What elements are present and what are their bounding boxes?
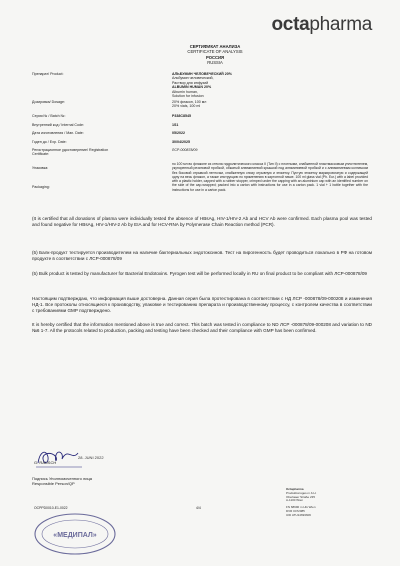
registration-value: ЛСР-000878/09 (172, 148, 198, 152)
man-date-label: Дата изготовления / Man. Date: (32, 131, 84, 135)
product-value: АЛЬБУМИН ЧЕЛОВЕЧЕСКИЙ 20% Альбумин человеческий, Раствор для инфузий ALBUMIN HUMAN 20% Albumin human, Solution for infusion (172, 72, 232, 99)
packaging-text: по 100 мл во флаконе из стекла гидролитического класса II (Тип II) с плотными, снабженной пластмассовым уплотнителем, укупоренный резиновой пробкой, обжатый алюминиевой крышкой под алюминиевой пробкой и с алюминиевым колпачком без боковой отрывкой ленточки, снабженную снизу отрывную и этикетку. Пустую этикетку маркировочную и содержащей одну на весь флакон, а также инструкцию по применению в картонной пачке. 100 ml glass vial (Ph. Eur.) with a label provided with a plastic holder, capped with a rubber stopper, crimped under the capping with an aluminium cap with an identified number on the side of the cap-wrapped; packed into a carton with instructions for use in a carton pack. 1 vial + 1 bottle together with the instructions for use in a carton pack. (172, 162, 368, 192)
signature-caption: Подпись Уполномоченного лица Responsible Person/QP (32, 476, 93, 486)
bulk-product-ru-paragraph: (5) Балк-продукт тестируется производителем на наличие бактериальных эндотоксинов. Тест на пирогенность будет проводиться локально в РФ на готовом продукте в соответствии с ЛСР-000878/09 (32, 250, 372, 261)
title-ru: СЕРТИФИКАТ АНАЛИЗА (189, 44, 241, 49)
page-number: 4/4 (196, 506, 201, 510)
country-ru: РОССИЯ (205, 54, 225, 60)
medipal-stamp (30, 511, 120, 557)
exp-date-value: 30/04/2025 (172, 140, 190, 144)
octapharma-logo: octapharma (271, 14, 372, 35)
signature-date-stamp: 28. JUNI 2022 (78, 455, 104, 460)
exp-date-label: Годен до / Exp. Date: (32, 140, 67, 144)
stamp-text: «МЕДИПАЛ» (53, 532, 97, 539)
plasma-testing-paragraph: (It is certified that all donations of plasma were individually tested the absence of HBsAg, HIV-1/HIV-2 Ab and HCV Ab were confirmed. Each plasma pool was tested and found negative for HBsAg, HIV-1/HIV-2 Ab by EIA and for HCV-RNA by Polymerase Chain Reaction method (PCR). (32, 216, 372, 227)
signatory-name: G. RAUSCH (34, 460, 57, 465)
packaging-label-en: Packaging: (32, 185, 50, 189)
document-code: OCPPD0010-E1-0022 (34, 506, 68, 510)
certification-en-paragraph: It is hereby certified that the information mentioned above is true and correct. This batch was tested in compliance to ND ЛСР -000878/09-000208 and variation to ND №6 1-7. All the protocols related to production, packing and testing have been checked and their compliance with GMP has been confirmed. (32, 322, 372, 333)
batch-label: Серия № / Batch №: (32, 114, 66, 118)
country-en: RUSSIA (207, 60, 223, 66)
internal-code-label: Внутренний код / Internal Code: (32, 123, 85, 127)
title-en: CERTIFICATE OF ANALYSIS (187, 49, 243, 55)
product-label: Препарат/ Product: (32, 72, 64, 76)
certification-ru-paragraph: Настоящим подтверждаю, что информация выше достоверна. Данная серия была протестирована в соответствии с НД ЛСР -000878/09-000208 и изменения НД-1. Все протоколы относящиеся к производству, упаковке и тестированию препарата и производственному процессу, с контролем качества в соответствии с требованиями GMP подтверждено. (32, 296, 372, 313)
dosage-value: 20% флакон, 100 мл 20% vials, 100 ml (172, 100, 207, 109)
internal-code-value: 1S1 (172, 123, 179, 127)
certificate-header (140, 44, 290, 66)
registration-label: Регистрационное удостоверение/ Registration Certificate: (32, 148, 109, 157)
company-address: Octapharma Produktionsges.m.b.H. Oberlaaer Straße 235 A-1100 Wien FN 68990 m HG Wien DVR 0472085 UID ATU14693606 (286, 487, 317, 517)
packaging-label-ru: Упаковка: (32, 166, 49, 170)
man-date-value: 05/2022 (172, 131, 185, 135)
dosage-label: Дозировка/ Dosage: (32, 100, 66, 104)
batch-value: P338C8545 (172, 114, 191, 118)
bulk-product-en-paragraph: (5) Bulk product is tested by manufacturer for Bacterial Endotoxins. Pyrogen test will be performed locally in RU on final product to be compliant with ЛСР-000878/09 (32, 271, 367, 276)
